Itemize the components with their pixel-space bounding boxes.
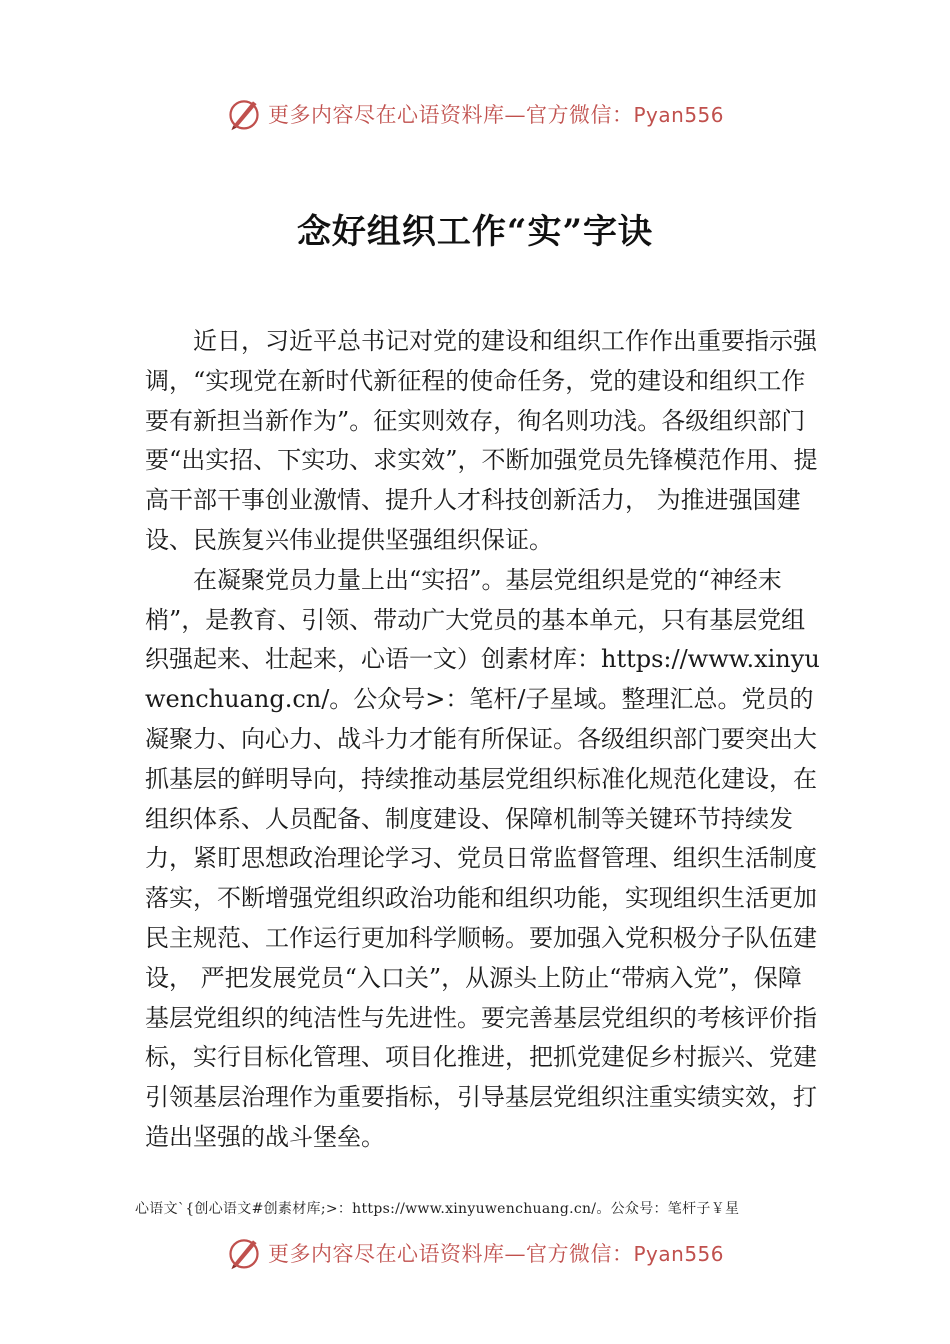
footer-note: 心语文`{创心语文#创素材库;>：https://www.xinyuwenchuang.cn/。公众号：笔杆子￥星 bbox=[135, 1201, 740, 1217]
document-body bbox=[145, 322, 821, 1158]
paragraph-1: 近日，习近平总书记对党的建设和组织工作作出重要指示强调，“实现党在新时代新征程的使命任务，党的建设和组织工作要有新担当新作为”。征实则效存，徇名则功浅。各级组织部门要“出实招、下实功、求实效”，不断加强党员先锋模范作用、提高干部干事创业激情、提升人才科技创新活力， 为推进强国建设、民族复兴伟业提供坚强组织保证。 bbox=[145, 327, 818, 554]
footer-banner bbox=[0, 1231, 950, 1275]
document-title: 念好组织工作“实”字诀 bbox=[296, 212, 654, 252]
pen-logo-icon bbox=[226, 96, 262, 132]
pen-logo-icon bbox=[226, 1235, 262, 1271]
header-banner-text: 更多内容尽在心语资料库—官方微信：Pyan556 bbox=[267, 103, 724, 127]
header-banner bbox=[0, 92, 950, 136]
paragraph-2: 在凝聚党员力量上出“实招”。基层党组织是党的“神经末梢”，是教育、引领、带动广大党员的基本单元，只有基层党组织强起来、壮起来，心语一文）创素材库：https://www.xinyuwenchuang.cn/。公众号>：笔杆/子星域。整理汇总。党员的凝聚力、向心力、战斗力才能有所保证。各级组织部门要突出大抓基层的鲜明导向，持续推动基层党组织标准化规范化建设，在组织体系、人员配备、制度建设、保障机制等关键环节持续发力，紧盯思想政治理论学习、党员日常监督管理、组织生活制度落实，不断增强党组织政治功能和组织功能，实现组织生活更加民主规范、工作运行更加科学顺畅。要加强入党积极分子队伍建设， 严把发展党员“入口关”，从源头上防止“带病入党”，保障基层党组织的纯洁性与先进性。要完善基层党组织的考核评价指标，实行目标化管理、项目化推进，把抓党建促乡村振兴、党建引领基层治理作为重要指标，引导基层党组织注重实绩实效，打造出坚强的战斗堡垒。 bbox=[145, 565, 820, 1151]
footer-banner-text: 更多内容尽在心语资料库—官方微信：Pyan556 bbox=[267, 1242, 724, 1266]
footer-wechat-id: Pyan556 bbox=[633, 1242, 724, 1266]
header-wechat-id: Pyan556 bbox=[633, 103, 724, 127]
